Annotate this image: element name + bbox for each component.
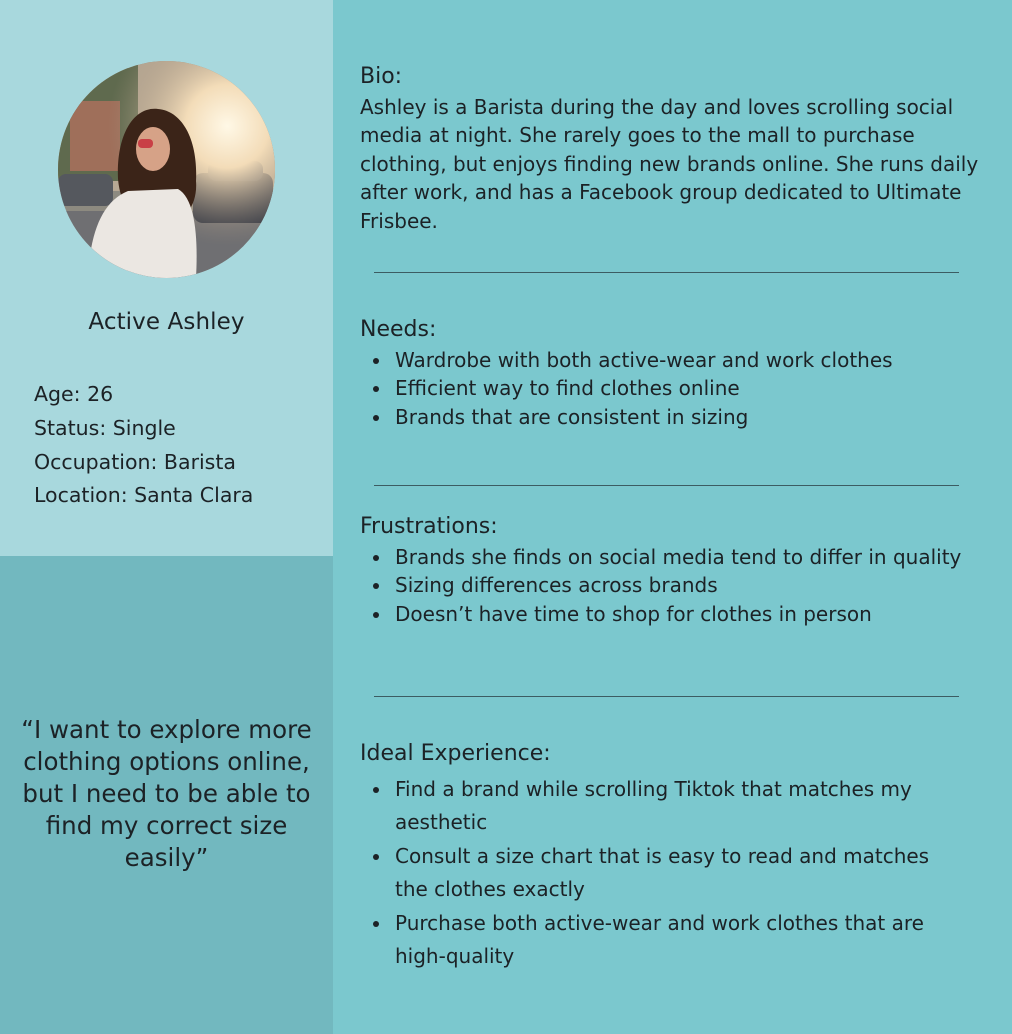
list-item: Efficient way to find clothes online [360, 374, 970, 402]
ideal-experience-list [360, 773, 930, 973]
list-item: Wardrobe with both active-wear and work clothes [360, 346, 970, 374]
bio-text: Ashley is a Barista during the day and loves scrolling social media at night. She rarely goes to the mall to purchase clothing, but enjoys finding new brands online. She runs daily after work, and has a Facebook group dedicated to Ultimate Frisbee. [360, 95, 979, 233]
list-item: Sizing differences across brands [360, 571, 970, 599]
detail-status: Status: Single [34, 415, 176, 440]
detail-age: Age: 26 [34, 382, 114, 406]
persona-quote: “I want to explore more clothing options online, but I need to be able to find my correct size easily” [21, 715, 312, 872]
list-item: Purchase both active-wear and work clothes that are high-quality [360, 907, 930, 974]
list-item: Brands that are consistent in sizing [360, 403, 970, 431]
needs-list [360, 346, 970, 431]
list-item: Find a brand while scrolling Tiktok that matches my aesthetic [360, 773, 930, 840]
persona-name: Active Ashley [88, 309, 245, 335]
divider [374, 696, 959, 697]
list-item: Doesn’t have time to shop for clothes in person [360, 600, 970, 628]
avatar [58, 61, 275, 278]
frustrations-heading: Frustrations: [360, 514, 498, 539]
needs-heading: Needs: [360, 317, 437, 342]
bio-heading: Bio: [360, 64, 403, 89]
divider [374, 272, 959, 273]
detail-location: Location: Santa Clara [34, 483, 254, 508]
frustrations-list [360, 543, 970, 628]
persona-details [34, 378, 253, 513]
ideal-experience-heading: Ideal Experience: [360, 741, 551, 766]
list-item: Consult a size chart that is easy to read and matches the clothes exactly [360, 840, 930, 907]
list-item: Brands she finds on social media tend to differ in quality [360, 543, 970, 571]
divider [374, 485, 959, 486]
detail-occupation: Occupation: Barista [34, 449, 236, 474]
